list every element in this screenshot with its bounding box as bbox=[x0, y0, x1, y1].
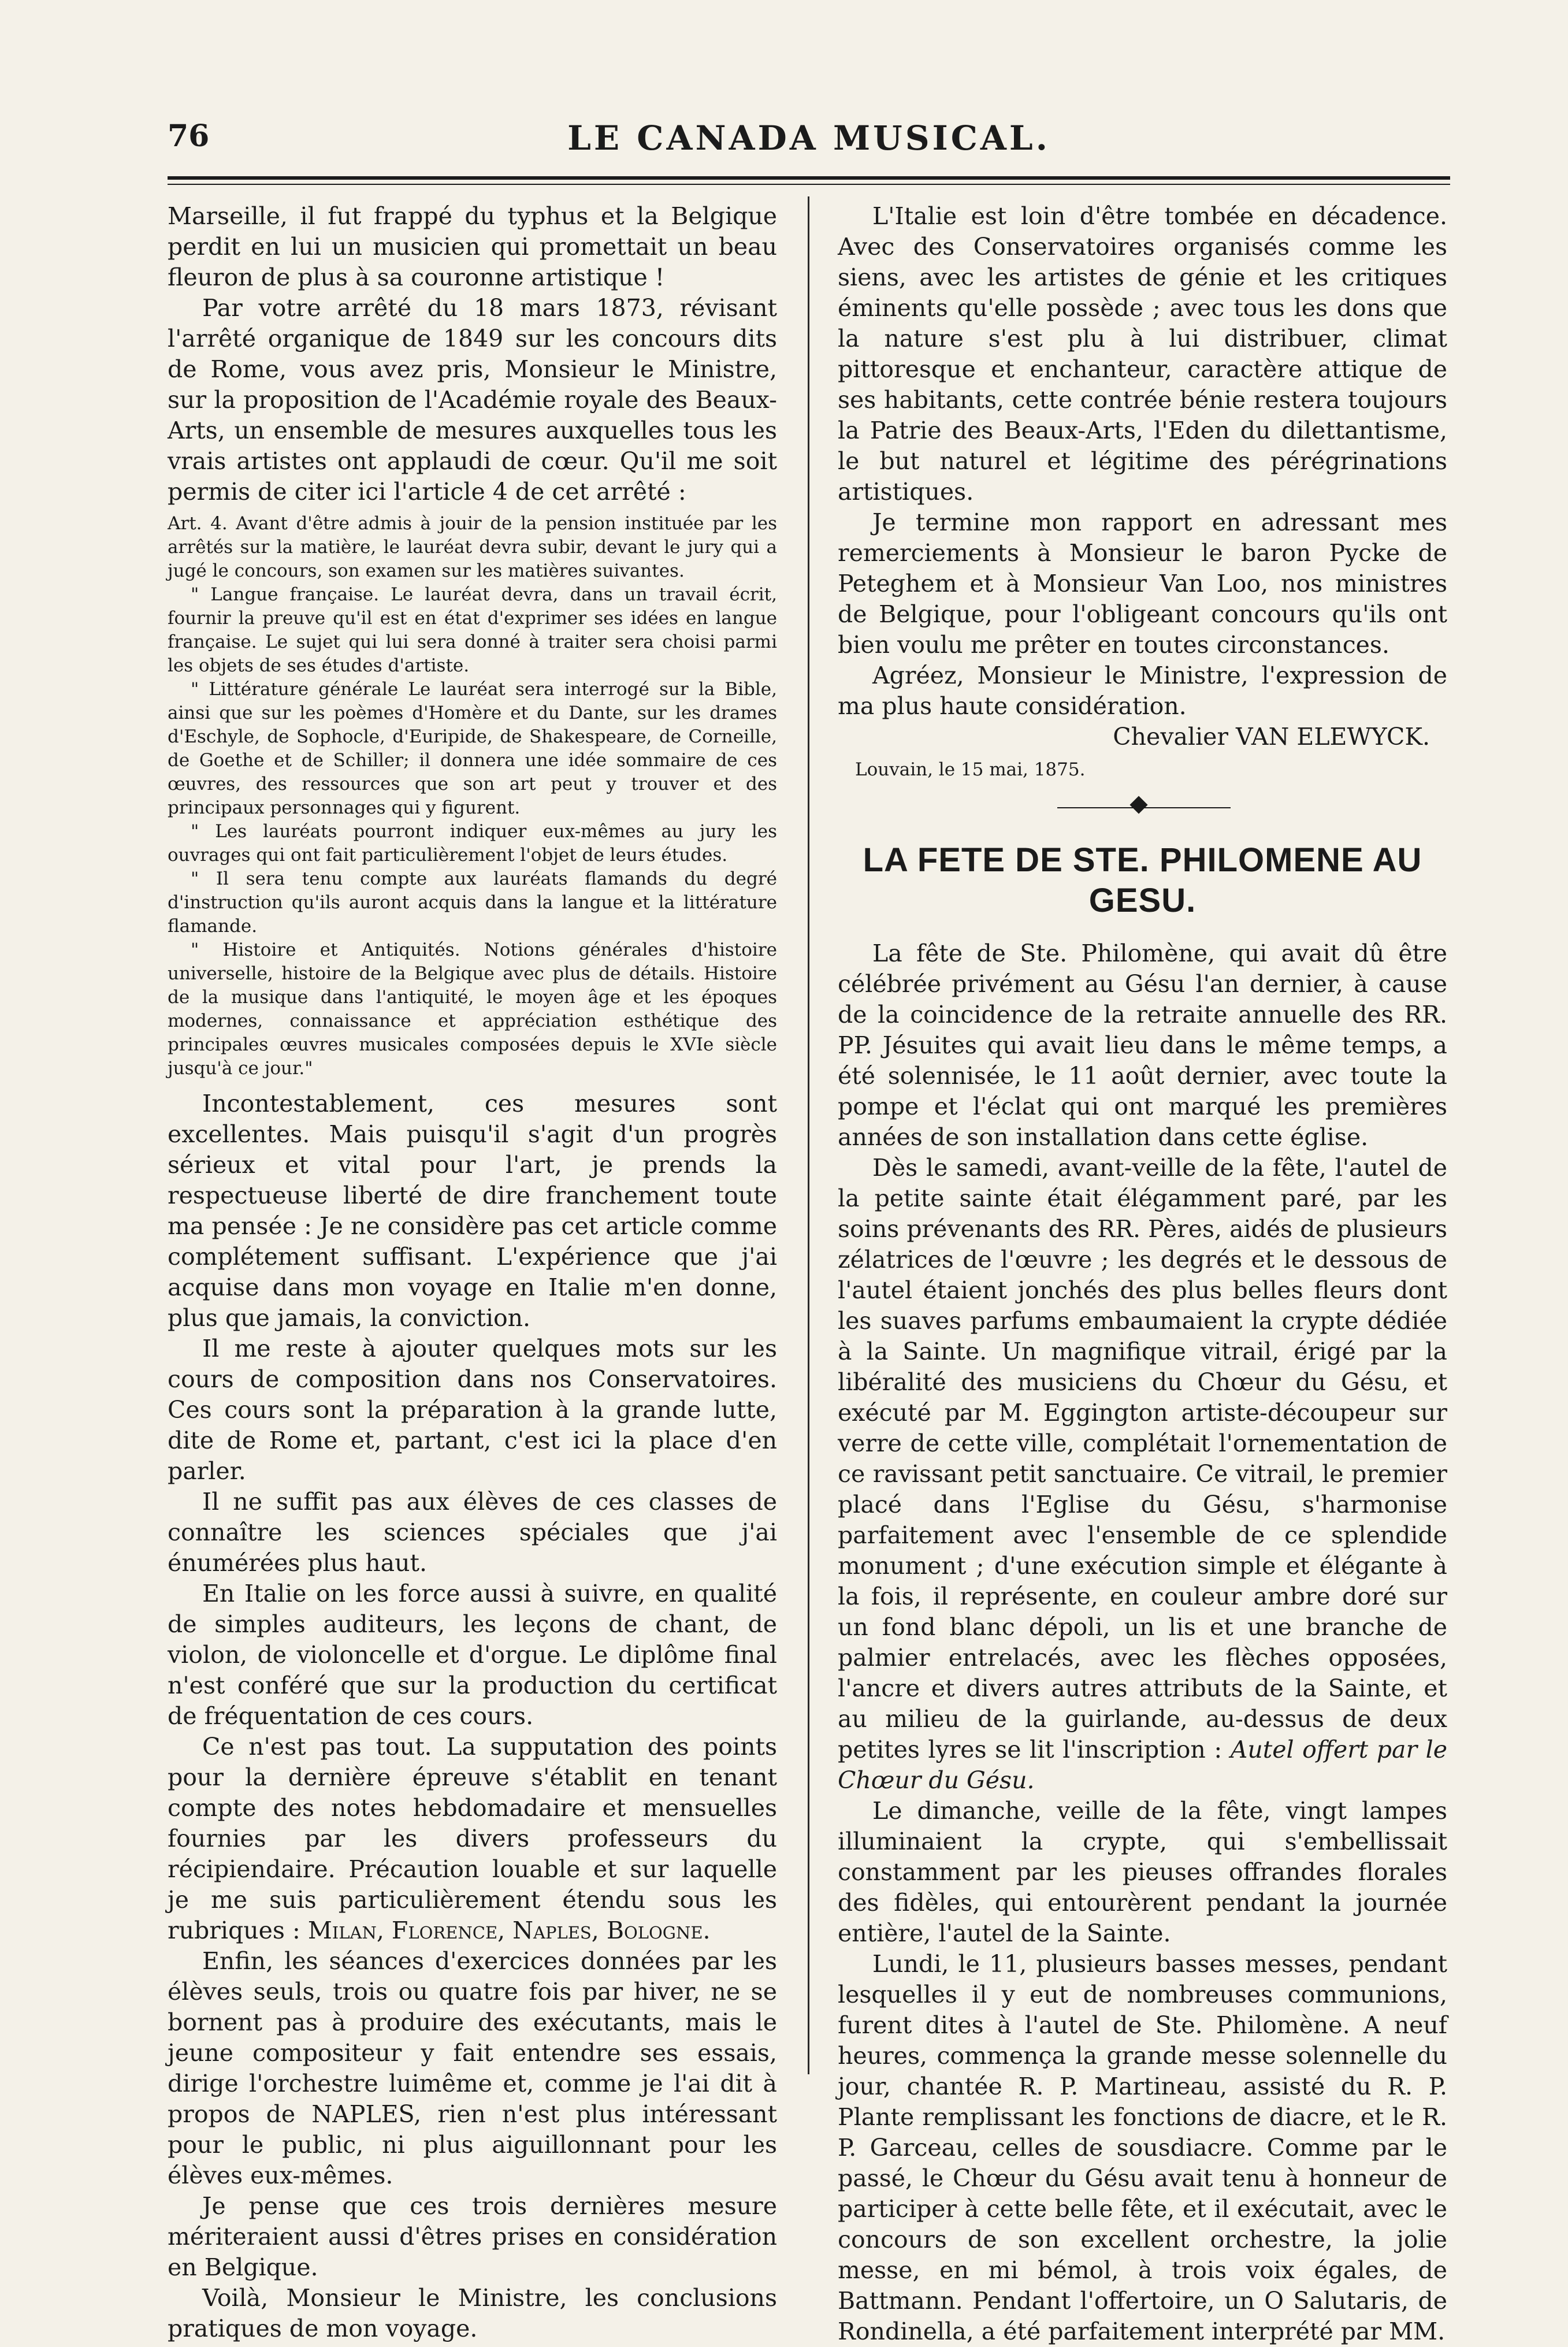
city-list: Milan, Florence, Naples, Bologne. bbox=[307, 1917, 711, 1944]
left-column bbox=[168, 201, 777, 2342]
paragraph bbox=[168, 1732, 777, 1946]
header-rule-thick bbox=[168, 176, 1450, 180]
paragraph: En Italie on les force aussi à suivre, en qualité de simples auditeurs, les leçons de chant, de violon, de violoncelle et d'orgue. Le diplôme final n'est conféré que sur la production du certificat de fréquentation de ces cours. bbox=[168, 1580, 777, 1730]
paragraph: Je pense que ces trois dernières mesure mériteraient aussi d'êtres prises en considération en Belgique. bbox=[168, 2192, 777, 2281]
paragraph: L'Italie est loin d'être tombée en décadence. Avec des Conservatoires organisés comme les siens, avec les artistes de génie et les critiques éminents qu'elle possède ; avec tous les dons que la nature s'est plu à lui distribuer, climat pittoresque et enchanteur, caractère attique de ses habitants, cette contrée bénie restera toujours la Patrie des Beaux-Arts, l'Eden du dilettantisme, le but naturel et légitime des pérégrinations artistiques. bbox=[838, 202, 1447, 506]
paragraph: Agréez, Monsieur le Ministre, l'expression de ma plus haute considération. bbox=[838, 662, 1447, 720]
right-column bbox=[838, 201, 1447, 2345]
paragraph: Enfin, les séances d'exercices données par les élèves seuls, trois ou quatre fois par hiver, ne se bornent pas à produire des exécutants, mais le jeune compositeur y fait entendre ses essais, dirige l'orchestre luimême et, comme je l'ai dit à propos de NAPLES, rien n'est plus intéressant pour le public, ni plus aiguillonnant pour les élèves eux-mêmes. bbox=[168, 1947, 777, 2189]
header-rule-thin bbox=[168, 184, 1450, 185]
running-title: LE CANADA MUSICAL. bbox=[567, 118, 1050, 158]
page-number: 76 bbox=[168, 118, 210, 154]
paragraph: Il me reste à ajouter quelques mots sur les cours de composition dans nos Conservatoires. Ces cours sont la préparation à la grande lutte, dite de Rome et, partant, c'est ici la place d'en parler. bbox=[168, 1335, 777, 1485]
ornament-diamond bbox=[1129, 796, 1147, 814]
paragraph bbox=[838, 1153, 1447, 1796]
paragraph: Il ne suffit pas aux élèves de ces classes de connaître les sciences spéciales que j'ai énumérées plus haut. bbox=[168, 1488, 777, 1577]
page-header bbox=[168, 118, 1450, 170]
quote-paragraph: " Langue française. Le lauréat devra, dans un travail écrit, fournir la preuve qu'il est en état d'exprimer ses idées en langue française. Le sujet qui lui sera donné à traiter sera choisi parmi les objets de ses études d'artiste. bbox=[168, 584, 777, 676]
section-ornament bbox=[838, 790, 1447, 825]
paragraph: Voilà, Monsieur le Ministre, les conclusions pratiques de mon voyage. bbox=[168, 2284, 777, 2342]
paragraph-text: Ce n'est pas tout. La supputation des points pour la dernière épreuve s'établit en tenant compte des notes hebdomadaire et mensuelles fournies par les divers professeurs du récipiendaire. Précaution louable et sur laquelle je me suis particulièrement étendu sous les rubriques : bbox=[168, 1733, 777, 1944]
paragraph: Lundi, le 11, plusieurs basses messes, pendant lesquelles il y eut de nombreuses communions, furent dites à l'autel de Ste. Philomène. A neuf heures, commença la grande messe solennelle du jour, chantée R. P. Martineau, assisté du R. P. Plante remplissant les fonctions de diacre, et le R. P. Garceau, celles de sousdiacre. Comme par le passé, le Chœur du Gésu avait tenu à honneur de participer à cette belle fête, et il exécutait, avec le concours de son excellent orchestre, la jolie messe, en mi bémol, à trois voix égales, de Battmann. Pendant l'offertoire, un O Salutaris, de Rondinella, a été parfaitement interprété par MM. bbox=[838, 1950, 1447, 2345]
section-title: LA FETE DE STE. PHILOMENE AU GESU. bbox=[863, 841, 1422, 919]
quoted-article bbox=[168, 512, 777, 1080]
quote-paragraph: " Les lauréats pourront indiquer eux-mêmes au jury les ouvrages qui ont fait particulièrement l'objet de leurs études. bbox=[168, 821, 777, 866]
quote-paragraph: " Histoire et Antiquités. Notions générales d'histoire universelle, histoire de la Belgique avec plus de détails. Histoire de la musique dans l'antiquité, le moyen âge et les époques modernes, connaissance et appréciation esthétique des principales œuvres musicales composées depuis le XVIe siècle jusqu'à ce jour." bbox=[168, 939, 777, 1079]
paragraph: Incontestablement, ces mesures sont excellentes. Mais puisqu'il s'agit d'un progrès sérieux et vital pour l'art, je prends la respectueuse liberté de dire franchement toute ma pensée : Je ne considère pas cet article comme complétement suffisant. L'expérience que j'ai acquise dans mon voyage en Italie m'en donne, plus que jamais, la conviction. bbox=[168, 1090, 777, 1332]
dateline: Louvain, le 15 mai, 1875. bbox=[855, 759, 1086, 780]
paragraph: Je termine mon rapport en adressant mes remerciements à Monsieur le baron Pycke de Peteghem et à Monsieur Van Loo, nos ministres de Belgique, pour l'obligeant concours qu'ils ont bien voulu me prêter en toutes circonstances. bbox=[838, 508, 1447, 659]
paragraph-text: Dès le samedi, avant-veille de la fête, l'autel de la petite sainte était élégamment paré, par les soins prévenants des RR. Pères, aidés de plusieurs zélatrices de l'œuvre ; les degrés et le dessous de l'autel étaient jonchés des plus belles fleurs dont les suaves parfums embaumaient la crypte dédiée à la Sainte. Un magnifique vitrail, érigé par la libéralité des musiciens du Chœur du Gésu, et exécuté par M. Eggington artiste-découpeur sur verre de cette ville, complétait l'ornementation de ce ravissant petit sanctuaire. Ce vitrail, le premier placé dans l'Eglise du Gésu, s'harmonise parfaitement avec l'ensemble de ce splendide monument ; d'une exécution simple et élégante à la fois, il représente, en couleur ambre doré sur un fond blanc dépoli, un lis et une branche de palmier entrelacés, avec les flèches opposées, l'ancre et divers autres attributs de la Sainte, et au milieu de la guirlande, au-dessus de deux petites lyres se lit l'inscription : bbox=[838, 1154, 1447, 1763]
column-divider bbox=[808, 196, 809, 2074]
paragraph: Marseille, il fut frappé du typhus et la Belgique perdit en lui un musicien qui promettait un beau fleuron de plus à sa couronne artistique ! bbox=[168, 202, 777, 291]
signature: Chevalier VAN ELEWYCK. bbox=[1113, 723, 1430, 751]
quote-paragraph: Art. 4. Avant d'être admis à jouir de la pension instituée par les arrêtés sur la matière, le lauréat devra subir, devant le jury qui a jugé le concours, son examen sur les matières suivantes. bbox=[168, 513, 777, 581]
paragraph: Par votre arrêté du 18 mars 1873, révisant l'arrêté organique de 1849 sur les concours dits de Rome, vous avez pris, Monsieur le Ministre, sur la proposition de l'Académie royale des Beaux-Arts, un ensemble de mesures auxquelles tous les vrais artistes ont applaudi de cœur. Qu'il me soit permis de citer ici l'article 4 de cet arrêté : bbox=[168, 294, 777, 506]
inscription: Autel offert par le Chœur du Gésu. bbox=[838, 1736, 1447, 1794]
quote-paragraph: " Littérature générale Le lauréat sera interrogé sur la Bible, ainsi que sur les poèmes d'Homère et du Dante, sur les drames d'Eschyle, de Sophocle, d'Euripide, de Shakespeare, de Corneille, de Goethe et de Schiller; il donnera une idée sommaire de ces œuvres, des ressources que son art peut y trouver et des principaux personnages qui y figurent. bbox=[168, 679, 777, 818]
quote-paragraph: " Il sera tenu compte aux lauréats flamands du degré d'instruction qu'ils auront acquis dans la langue et la littérature flamande. bbox=[168, 868, 777, 937]
paragraph: Le dimanche, veille de la fête, vingt lampes illuminaient la crypte, qui s'embellissait constamment par les pieuses offrandes florales des fidèles, qui entourèrent pendant la journée entière, l'autel de la Sainte. bbox=[838, 1797, 1447, 1947]
paragraph: La fête de Ste. Philomène, qui avait dû être célébrée privément au Gésu l'an dernier, à cause de la coincidence de la retraite annuelle des RR. PP. Jésuites qui avait lieu dans le même temps, a été solennisée, le 11 août dernier, avec toute la pompe et l'éclat qui ont marqué les premières années de son installation dans cette église. bbox=[838, 939, 1447, 1151]
